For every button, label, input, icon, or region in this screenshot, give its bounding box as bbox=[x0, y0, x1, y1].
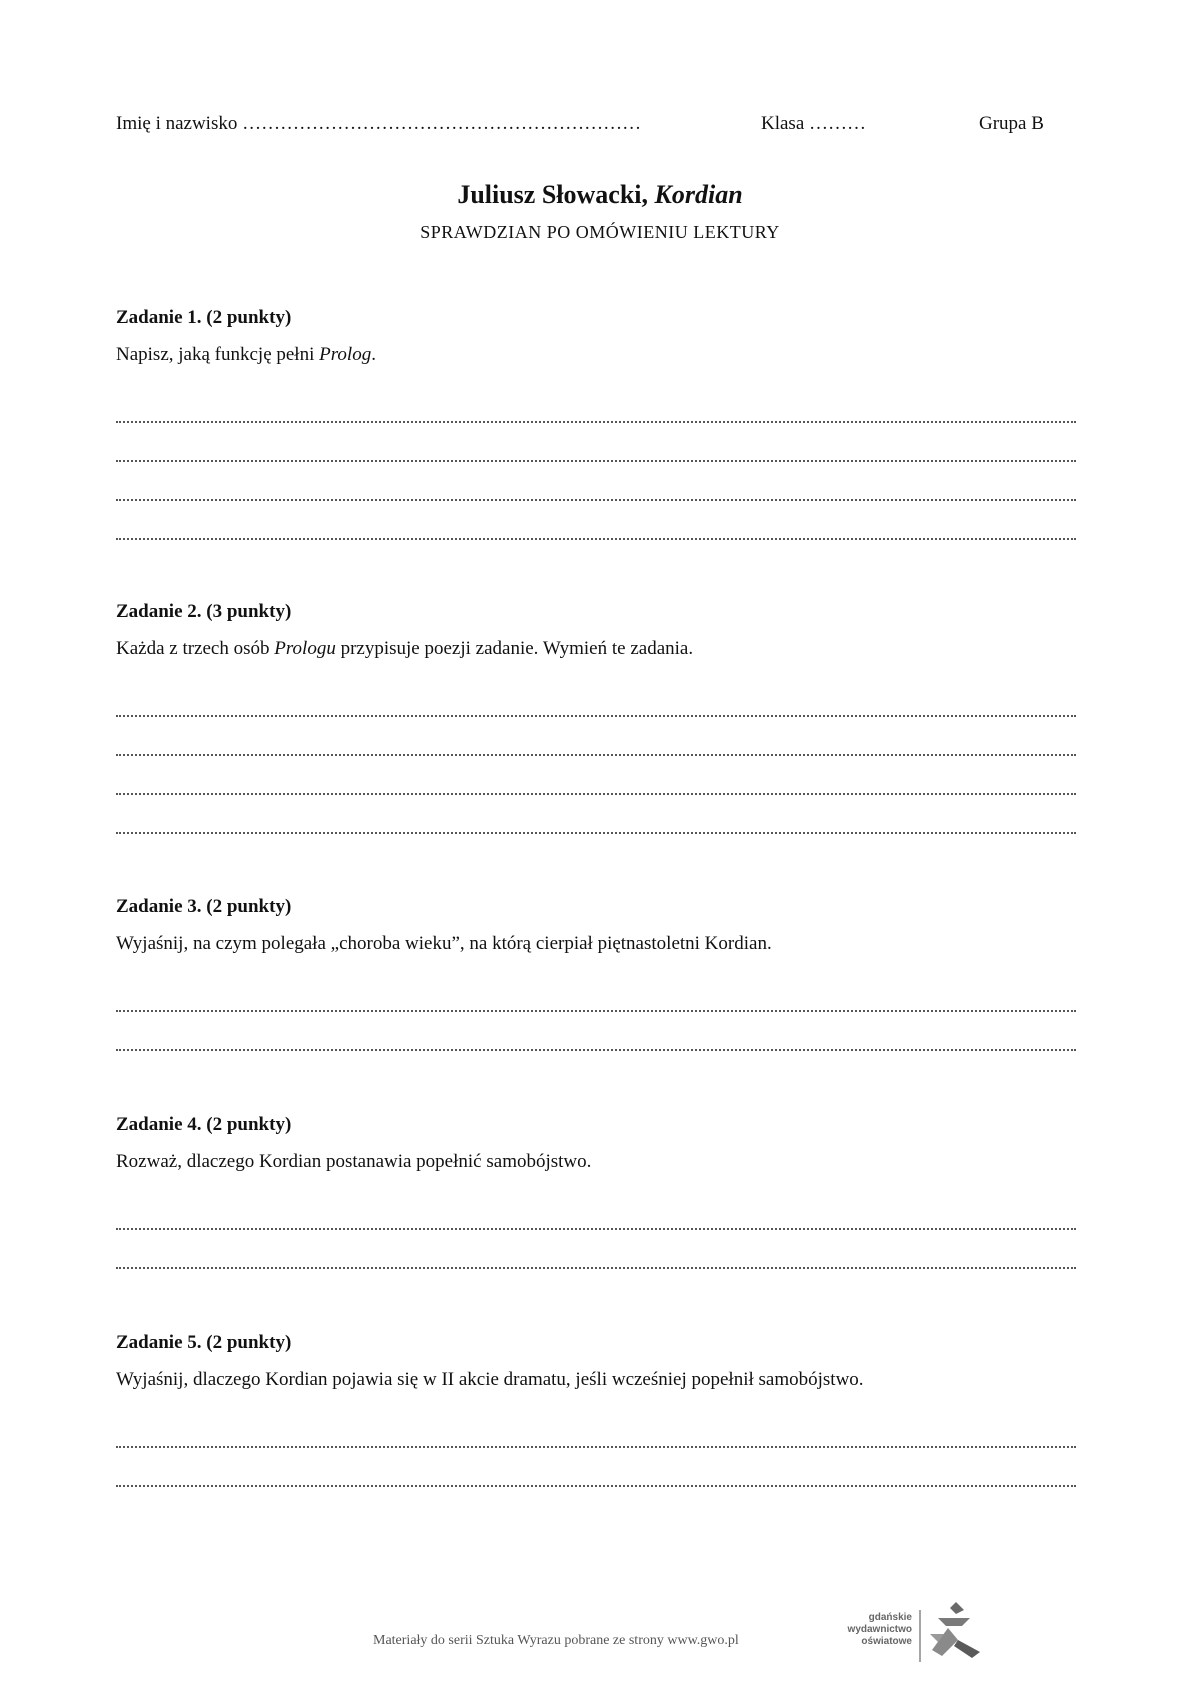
task-label: Zadanie 1. bbox=[116, 307, 202, 328]
answer-line[interactable] bbox=[116, 1448, 1076, 1487]
answer-line[interactable] bbox=[116, 678, 1076, 717]
answer-line[interactable] bbox=[116, 1012, 1076, 1051]
task-prompt bbox=[116, 634, 1076, 664]
source-note: Materiały do serii Sztuka Wyrazu pobrane ze strony www.gwo.pl bbox=[373, 1633, 739, 1648]
group-label: Grupa B bbox=[979, 113, 1044, 134]
prompt-text: Rozważ, dlaczego Kordian postanawia popełnić samobójstwo. bbox=[116, 1151, 592, 1172]
prompt-text-end: przypisuje poezji zadanie. Wymień te zadania. bbox=[335, 638, 694, 659]
prompt-text: Napisz, jaką funkcję pełni bbox=[116, 344, 320, 365]
answer-line[interactable] bbox=[116, 1230, 1076, 1269]
name-field: Imię i nazwisko ……………………………………………………… bbox=[116, 113, 642, 134]
prompt-text: Wyjaśnij, na czym polegała „choroba wieku”, na którą cierpiał piętnastoletni Kordian. bbox=[116, 933, 772, 954]
task-5 bbox=[116, 1329, 1076, 1487]
answer-area[interactable] bbox=[116, 1191, 1076, 1269]
task-prompt bbox=[116, 1365, 1076, 1395]
prompt-text: Każda z trzech osób bbox=[116, 638, 275, 659]
page-title bbox=[0, 180, 1200, 210]
logo-text bbox=[836, 1612, 912, 1648]
answer-area[interactable] bbox=[116, 384, 1076, 540]
class-field: Klasa ……… bbox=[761, 113, 867, 134]
task-heading bbox=[116, 304, 1076, 332]
answer-line[interactable] bbox=[116, 1409, 1076, 1448]
task-prompt bbox=[116, 340, 1076, 370]
prompt-italic: Prolog bbox=[319, 344, 372, 365]
task-points: (2 punkty) bbox=[206, 1332, 292, 1353]
publisher-logo bbox=[836, 1600, 986, 1666]
logo-line: oświatowe bbox=[861, 1636, 912, 1647]
logo-line: gdańskie bbox=[868, 1612, 912, 1623]
gwo-logo-icon bbox=[918, 1600, 984, 1666]
answer-line[interactable] bbox=[116, 384, 1076, 423]
task-label: Zadanie 5. bbox=[116, 1332, 202, 1353]
task-prompt bbox=[116, 1147, 1076, 1177]
task-1 bbox=[116, 304, 1076, 540]
task-heading bbox=[116, 1111, 1076, 1139]
answer-line[interactable] bbox=[116, 756, 1076, 795]
prompt-italic: Prologu bbox=[274, 638, 336, 659]
task-label: Zadanie 3. bbox=[116, 896, 202, 917]
prompt-text: Wyjaśnij, dlaczego Kordian pojawia się w II akcie dramatu, jeśli wcześniej popełnił samobójstwo. bbox=[116, 1369, 864, 1390]
answer-line[interactable] bbox=[116, 1191, 1076, 1230]
task-4 bbox=[116, 1111, 1076, 1269]
task-heading bbox=[116, 1329, 1076, 1357]
task-prompt bbox=[116, 929, 1076, 959]
task-label: Zadanie 4. bbox=[116, 1114, 202, 1135]
task-heading bbox=[116, 893, 1076, 921]
task-points: (2 punkty) bbox=[206, 1114, 292, 1135]
task-points: (2 punkty) bbox=[206, 896, 292, 917]
answer-area[interactable] bbox=[116, 973, 1076, 1051]
task-2 bbox=[116, 598, 1076, 834]
title-author: Juliusz Słowacki, bbox=[457, 180, 655, 209]
answer-line[interactable] bbox=[116, 717, 1076, 756]
task-3 bbox=[116, 893, 1076, 1051]
task-points: (3 punkty) bbox=[206, 601, 292, 622]
logo-line: wydawnictwo bbox=[847, 1624, 912, 1635]
student-info-row bbox=[116, 113, 1076, 139]
task-heading bbox=[116, 598, 1076, 626]
answer-line[interactable] bbox=[116, 973, 1076, 1012]
answer-line[interactable] bbox=[116, 501, 1076, 540]
answer-area[interactable] bbox=[116, 1409, 1076, 1487]
page-subtitle: SPRAWDZIAN PO OMÓWIENIU LEKTURY bbox=[420, 222, 780, 242]
answer-line[interactable] bbox=[116, 795, 1076, 834]
answer-line[interactable] bbox=[116, 462, 1076, 501]
task-points: (2 punkty) bbox=[206, 307, 292, 328]
prompt-text-end: . bbox=[371, 344, 376, 365]
answer-area[interactable] bbox=[116, 678, 1076, 834]
task-label: Zadanie 2. bbox=[116, 601, 202, 622]
title-work: Kordian bbox=[654, 180, 743, 209]
answer-line[interactable] bbox=[116, 423, 1076, 462]
